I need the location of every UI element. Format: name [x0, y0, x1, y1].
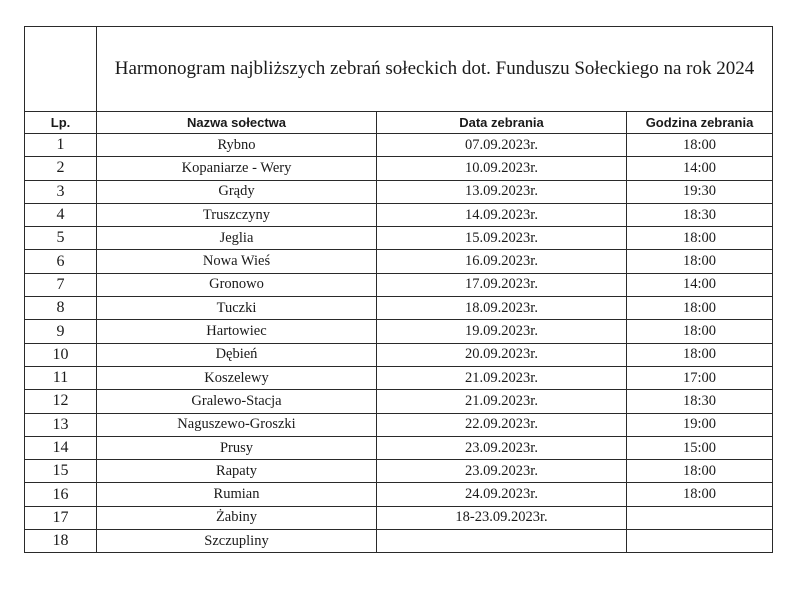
- table-row: [25, 366, 773, 389]
- meeting-date: 13.09.2023r.: [377, 180, 627, 203]
- table-row: [25, 134, 773, 157]
- village-name: Szczupliny: [97, 530, 377, 553]
- meeting-time: 19:00: [627, 413, 773, 436]
- meeting-date: 18.09.2023r.: [377, 297, 627, 320]
- meeting-time: 18:00: [627, 343, 773, 366]
- row-number: 14: [25, 436, 97, 459]
- meeting-time: 14:00: [627, 157, 773, 180]
- row-number: 11: [25, 366, 97, 389]
- row-number: 5: [25, 227, 97, 250]
- table-row: [25, 343, 773, 366]
- meeting-time: 18:30: [627, 390, 773, 413]
- meeting-time: 18:00: [627, 250, 773, 273]
- row-number: 17: [25, 506, 97, 529]
- table-row: [25, 390, 773, 413]
- village-name: Jeglia: [97, 227, 377, 250]
- header-row: [25, 112, 773, 134]
- title-row: [25, 27, 773, 112]
- meeting-date: 15.09.2023r.: [377, 227, 627, 250]
- document-title: Harmonogram najbliższych zebrań sołeckich dot. Funduszu Sołeckiego na rok 2024: [97, 27, 773, 112]
- row-number: 12: [25, 390, 97, 413]
- row-number: 7: [25, 273, 97, 296]
- row-number: 16: [25, 483, 97, 506]
- row-number: 10: [25, 343, 97, 366]
- table-row: [25, 413, 773, 436]
- village-name: Żabiny: [97, 506, 377, 529]
- meeting-time: 18:00: [627, 460, 773, 483]
- meeting-time: 18:00: [627, 320, 773, 343]
- meeting-date: 10.09.2023r.: [377, 157, 627, 180]
- meeting-time: 18:00: [627, 134, 773, 157]
- row-number: 6: [25, 250, 97, 273]
- schedule-table: [24, 26, 773, 553]
- column-header-date: Data zebrania: [377, 112, 627, 134]
- column-header-time: Godzina zebrania: [627, 112, 773, 134]
- village-name: Prusy: [97, 436, 377, 459]
- meeting-time: 18:00: [627, 483, 773, 506]
- table-row: [25, 157, 773, 180]
- row-number: 8: [25, 297, 97, 320]
- meeting-date: 07.09.2023r.: [377, 134, 627, 157]
- table-row: [25, 506, 773, 529]
- meeting-date: 21.09.2023r.: [377, 390, 627, 413]
- table-row: [25, 530, 773, 553]
- village-name: Gralewo-Stacja: [97, 390, 377, 413]
- meeting-time: 18:00: [627, 227, 773, 250]
- village-name: Koszelewy: [97, 366, 377, 389]
- village-name: Grądy: [97, 180, 377, 203]
- row-number: 2: [25, 157, 97, 180]
- village-name: Rumian: [97, 483, 377, 506]
- table-row: [25, 436, 773, 459]
- meeting-time: 15:00: [627, 436, 773, 459]
- meeting-time: 18:30: [627, 203, 773, 226]
- village-name: Tuczki: [97, 297, 377, 320]
- row-number: 13: [25, 413, 97, 436]
- meeting-date: 24.09.2023r.: [377, 483, 627, 506]
- meeting-time: 18:00: [627, 297, 773, 320]
- meeting-date: 23.09.2023r.: [377, 436, 627, 459]
- table-row: [25, 180, 773, 203]
- meeting-time: [627, 530, 773, 553]
- meeting-time: [627, 506, 773, 529]
- village-name: Gronowo: [97, 273, 377, 296]
- table-row: [25, 203, 773, 226]
- row-number: 3: [25, 180, 97, 203]
- table-row: [25, 320, 773, 343]
- row-number: 15: [25, 460, 97, 483]
- table-row: [25, 227, 773, 250]
- meeting-date: 16.09.2023r.: [377, 250, 627, 273]
- row-number: 9: [25, 320, 97, 343]
- meeting-date: 22.09.2023r.: [377, 413, 627, 436]
- meeting-time: 17:00: [627, 366, 773, 389]
- table-row: [25, 273, 773, 296]
- village-name: Naguszewo-Groszki: [97, 413, 377, 436]
- village-name: Rybno: [97, 134, 377, 157]
- row-number: 4: [25, 203, 97, 226]
- village-name: Truszczyny: [97, 203, 377, 226]
- meeting-date: 18-23.09.2023r.: [377, 506, 627, 529]
- column-header-name: Nazwa sołectwa: [97, 112, 377, 134]
- village-name: Kopaniarze - Wery: [97, 157, 377, 180]
- meeting-date: 17.09.2023r.: [377, 273, 627, 296]
- column-header-lp: Lp.: [25, 112, 97, 134]
- table-row: [25, 250, 773, 273]
- meeting-date: 20.09.2023r.: [377, 343, 627, 366]
- village-name: Dębień: [97, 343, 377, 366]
- meeting-date: 14.09.2023r.: [377, 203, 627, 226]
- table-row: [25, 297, 773, 320]
- empty-cell: [25, 27, 97, 112]
- meeting-date: 23.09.2023r.: [377, 460, 627, 483]
- row-number: 18: [25, 530, 97, 553]
- village-name: Rapaty: [97, 460, 377, 483]
- village-name: Nowa Wieś: [97, 250, 377, 273]
- meeting-date: 21.09.2023r.: [377, 366, 627, 389]
- table-row: [25, 460, 773, 483]
- meeting-date: [377, 530, 627, 553]
- meeting-time: 19:30: [627, 180, 773, 203]
- meeting-time: 14:00: [627, 273, 773, 296]
- meeting-date: 19.09.2023r.: [377, 320, 627, 343]
- row-number: 1: [25, 134, 97, 157]
- table-row: [25, 483, 773, 506]
- village-name: Hartowiec: [97, 320, 377, 343]
